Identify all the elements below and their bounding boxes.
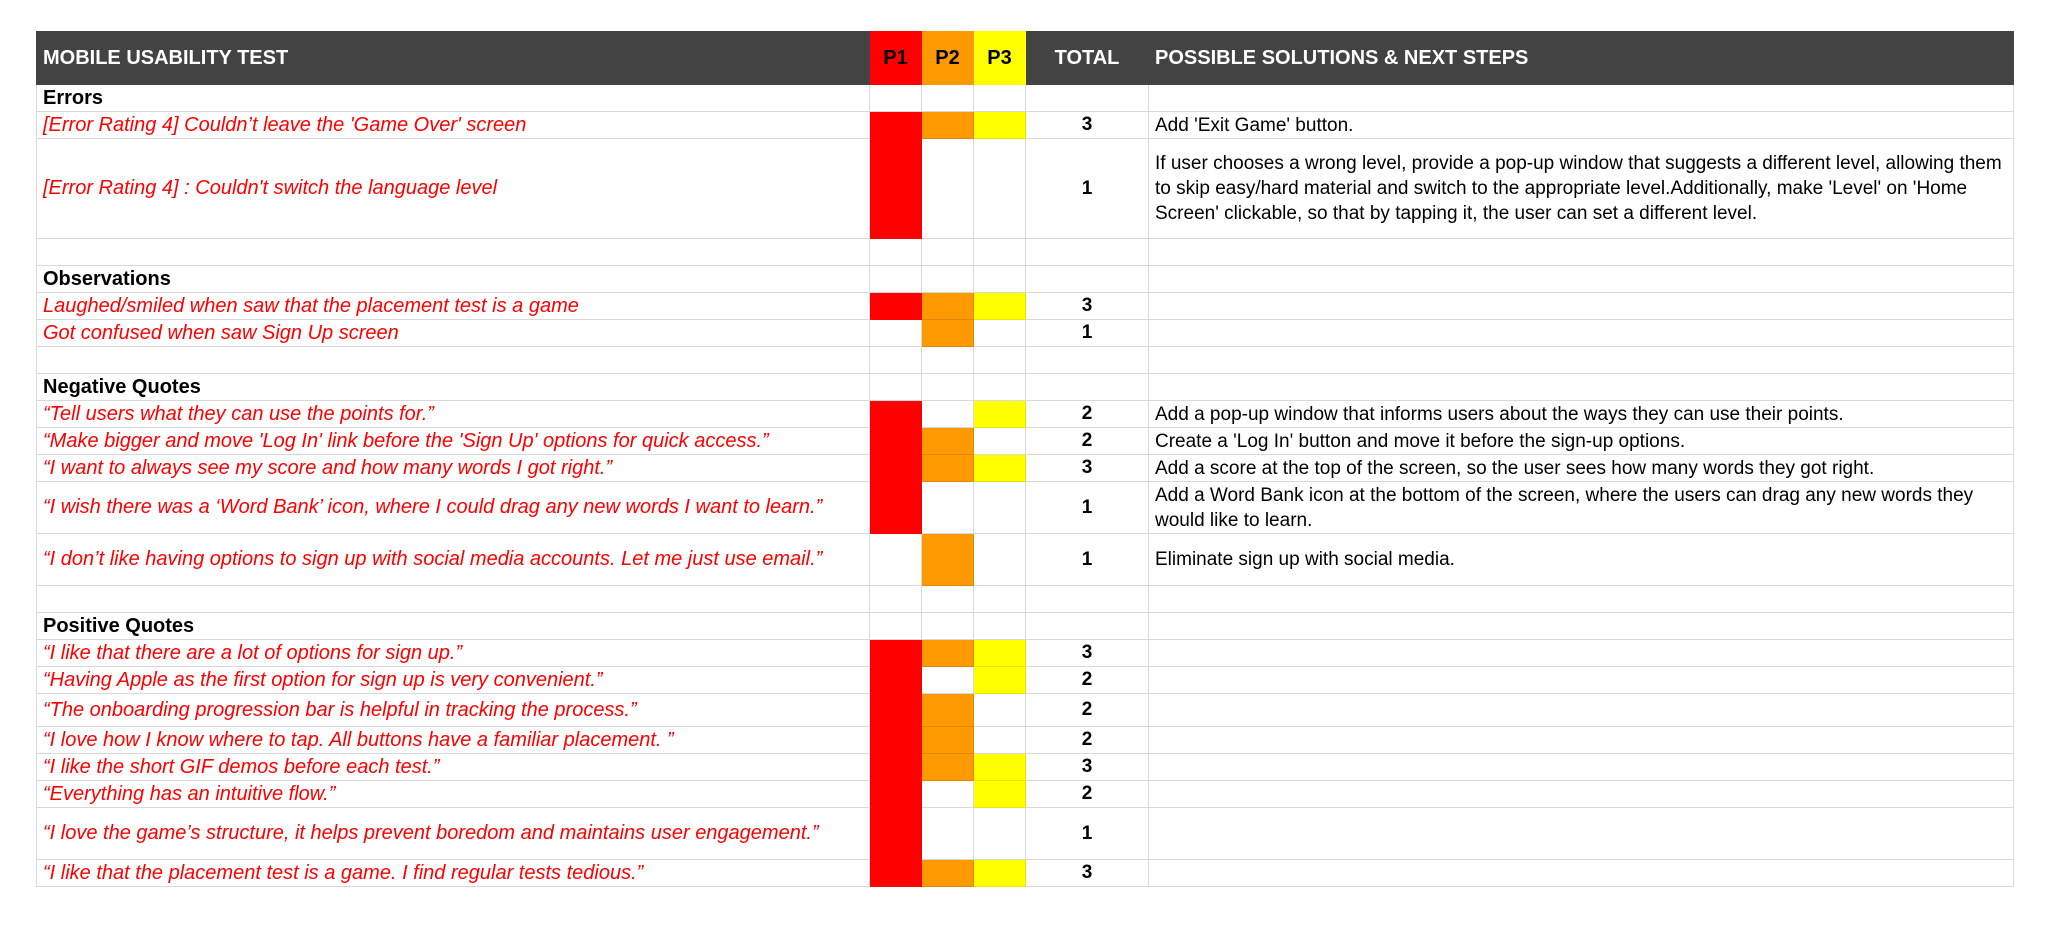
finding-cell[interactable]: “I wish there was a ‘Word Bank’ icon, where I could drag any new words I want to learn.” — [37, 482, 870, 534]
empty-cell[interactable] — [37, 586, 870, 613]
participant-p2-marked[interactable] — [922, 694, 974, 727]
total-cell[interactable]: 2 — [1026, 694, 1149, 727]
finding-cell[interactable]: Laughed/smiled when saw that the placement test is a game — [37, 293, 870, 320]
total-cell[interactable]: 1 — [1026, 808, 1149, 860]
participant-p2-marked[interactable] — [922, 455, 974, 482]
table-row — [37, 112, 2014, 139]
participant-p1-cell[interactable] — [870, 320, 922, 347]
blank-row — [37, 586, 2014, 613]
table-row — [37, 694, 2014, 727]
finding-cell[interactable]: “I like that there are a lot of options for sign up.” — [37, 640, 870, 667]
participant-p2-marked[interactable] — [922, 640, 974, 667]
participant-p1-marked[interactable] — [870, 112, 922, 139]
section-row — [37, 85, 2014, 112]
participant-p2-marked[interactable] — [922, 293, 974, 320]
finding-cell[interactable]: “I love how I know where to tap. All buttons have a familiar placement. ” — [37, 727, 870, 754]
header-p2[interactable]: P2 — [922, 32, 974, 85]
blank-row — [37, 347, 2014, 374]
total-cell[interactable] — [1026, 239, 1149, 266]
participant-p3-cell[interactable] — [974, 482, 1026, 534]
table-row — [37, 293, 2014, 320]
participant-p2-cell[interactable] — [922, 401, 974, 428]
table-row — [37, 401, 2014, 428]
table-row — [37, 640, 2014, 667]
solution-cell[interactable]: Create a 'Log In' button and move it before the sign-up options. — [1149, 428, 2014, 455]
finding-cell[interactable]: [Error Rating 4] Couldn’t leave the 'Game Over' screen — [37, 112, 870, 139]
participant-p2-cell[interactable] — [922, 347, 974, 374]
total-cell[interactable]: 1 — [1026, 482, 1149, 534]
table-row — [37, 455, 2014, 482]
participant-p2-cell[interactable] — [922, 667, 974, 694]
participant-p3-marked[interactable] — [974, 455, 1026, 482]
participant-p3-marked[interactable] — [974, 667, 1026, 694]
participant-p1-marked[interactable] — [870, 727, 922, 754]
participant-p1-marked[interactable] — [870, 808, 922, 860]
participant-p1-marked[interactable] — [870, 293, 922, 320]
participant-p3-marked[interactable] — [974, 640, 1026, 667]
participant-p3-cell[interactable] — [974, 374, 1026, 401]
total-cell[interactable]: 3 — [1026, 640, 1149, 667]
finding-cell[interactable]: “I like that the placement test is a game. I find regular tests tedious.” — [37, 860, 870, 887]
participant-p2-cell[interactable] — [922, 586, 974, 613]
section-row — [37, 613, 2014, 640]
total-cell[interactable]: 2 — [1026, 727, 1149, 754]
header-p1[interactable]: P1 — [870, 32, 922, 85]
participant-p3-marked[interactable] — [974, 293, 1026, 320]
solution-cell[interactable] — [1149, 640, 2014, 667]
table-row — [37, 781, 2014, 808]
solution-cell[interactable]: Add a Word Bank icon at the bottom of the screen, where the users can drag any new words they would like to learn. — [1149, 482, 2014, 534]
blank-row — [37, 239, 2014, 266]
section-heading[interactable]: Positive Quotes — [37, 613, 870, 640]
total-cell[interactable]: 3 — [1026, 860, 1149, 887]
table-row — [37, 808, 2014, 860]
participant-p1-marked[interactable] — [870, 860, 922, 887]
finding-cell[interactable]: [Error Rating 4] : Couldn't switch the language level — [37, 139, 870, 239]
participant-p1-cell[interactable] — [870, 85, 922, 112]
total-cell[interactable]: 2 — [1026, 401, 1149, 428]
participant-p1-cell[interactable] — [870, 347, 922, 374]
total-cell[interactable] — [1026, 586, 1149, 613]
participant-p1-marked[interactable] — [870, 781, 922, 808]
finding-cell[interactable]: “I like the short GIF demos before each test.” — [37, 754, 870, 781]
participant-p3-cell[interactable] — [974, 428, 1026, 455]
solution-cell[interactable]: Eliminate sign up with social media. — [1149, 534, 2014, 586]
solution-cell[interactable] — [1149, 85, 2014, 112]
finding-cell[interactable]: “I don’t like having options to sign up with social media accounts. Let me just use email.” — [37, 534, 870, 586]
participant-p2-marked[interactable] — [922, 754, 974, 781]
participant-p1-marked[interactable] — [870, 482, 922, 534]
table-row — [37, 482, 2014, 534]
participant-p2-cell[interactable] — [922, 482, 974, 534]
solution-cell[interactable] — [1149, 694, 2014, 727]
solution-cell[interactable]: Add a score at the top of the screen, so the user sees how many words they got right. — [1149, 455, 2014, 482]
participant-p3-marked[interactable] — [974, 401, 1026, 428]
table-row — [37, 534, 2014, 586]
section-row — [37, 266, 2014, 293]
finding-cell[interactable]: “I want to always see my score and how many words I got right.” — [37, 455, 870, 482]
solution-cell[interactable] — [1149, 727, 2014, 754]
table-row — [37, 667, 2014, 694]
participant-p3-marked[interactable] — [974, 860, 1026, 887]
participant-p3-cell[interactable] — [974, 266, 1026, 293]
total-cell[interactable]: 3 — [1026, 293, 1149, 320]
participant-p1-cell[interactable] — [870, 266, 922, 293]
solution-cell[interactable] — [1149, 266, 2014, 293]
empty-cell[interactable] — [37, 239, 870, 266]
participant-p3-cell[interactable] — [974, 727, 1026, 754]
participant-p3-cell[interactable] — [974, 694, 1026, 727]
participant-p1-marked[interactable] — [870, 754, 922, 781]
participant-p3-cell[interactable] — [974, 808, 1026, 860]
participant-p1-cell[interactable] — [870, 613, 922, 640]
usability-sheet — [36, 31, 2013, 887]
total-cell[interactable]: 1 — [1026, 139, 1149, 239]
finding-cell[interactable]: “Having Apple as the first option for sign up is very convenient.” — [37, 667, 870, 694]
participant-p2-marked[interactable] — [922, 534, 974, 586]
participant-p2-marked[interactable] — [922, 428, 974, 455]
table-row — [37, 860, 2014, 887]
solution-cell[interactable] — [1149, 374, 2014, 401]
finding-cell[interactable]: “Everything has an intuitive flow.” — [37, 781, 870, 808]
participant-p2-cell[interactable] — [922, 239, 974, 266]
empty-cell[interactable] — [37, 347, 870, 374]
participant-p2-cell[interactable] — [922, 613, 974, 640]
total-cell[interactable]: 2 — [1026, 781, 1149, 808]
participant-p2-marked[interactable] — [922, 727, 974, 754]
solution-cell[interactable] — [1149, 320, 2014, 347]
total-cell[interactable]: 2 — [1026, 667, 1149, 694]
participant-p1-cell[interactable] — [870, 586, 922, 613]
total-cell[interactable] — [1026, 347, 1149, 374]
solution-cell[interactable] — [1149, 808, 2014, 860]
finding-cell[interactable]: Got confused when saw Sign Up screen — [37, 320, 870, 347]
participant-p1-marked[interactable] — [870, 455, 922, 482]
participant-p3-cell[interactable] — [974, 613, 1026, 640]
participant-p1-marked[interactable] — [870, 694, 922, 727]
solution-cell[interactable] — [1149, 667, 2014, 694]
participant-p1-cell[interactable] — [870, 374, 922, 401]
solution-cell[interactable]: Add 'Exit Game' button. — [1149, 112, 2014, 139]
participant-p2-cell[interactable] — [922, 139, 974, 239]
total-cell[interactable] — [1026, 613, 1149, 640]
participant-p2-cell[interactable] — [922, 781, 974, 808]
participant-p2-cell[interactable] — [922, 266, 974, 293]
participant-p3-cell[interactable] — [974, 85, 1026, 112]
total-cell[interactable]: 1 — [1026, 534, 1149, 586]
participant-p3-cell[interactable] — [974, 347, 1026, 374]
participant-p3-cell[interactable] — [974, 239, 1026, 266]
table-row — [37, 139, 2014, 239]
header-title[interactable]: MOBILE USABILITY TEST — [37, 32, 870, 85]
participant-p1-marked[interactable] — [870, 139, 922, 239]
usability-table — [36, 31, 2014, 887]
solution-cell[interactable] — [1149, 586, 2014, 613]
total-cell[interactable] — [1026, 374, 1149, 401]
header-solutions[interactable]: POSSIBLE SOLUTIONS & NEXT STEPS — [1149, 32, 2014, 85]
finding-cell[interactable]: “I love the game’s structure, it helps prevent boredom and maintains user engagement.” — [37, 808, 870, 860]
total-cell[interactable]: 2 — [1026, 428, 1149, 455]
header-total[interactable]: TOTAL — [1026, 32, 1149, 85]
participant-p1-cell[interactable] — [870, 239, 922, 266]
table-row — [37, 320, 2014, 347]
participant-p1-marked[interactable] — [870, 640, 922, 667]
finding-cell[interactable]: “Tell users what they can use the points for.” — [37, 401, 870, 428]
solution-cell[interactable]: Add a pop-up window that informs users about the ways they can use their points. — [1149, 401, 2014, 428]
solution-cell[interactable] — [1149, 781, 2014, 808]
section-heading[interactable]: Errors — [37, 85, 870, 112]
table-body — [37, 85, 2014, 887]
finding-cell[interactable]: “The onboarding progression bar is helpful in tracking the process.” — [37, 694, 870, 727]
participant-p1-cell[interactable] — [870, 534, 922, 586]
participant-p2-marked[interactable] — [922, 320, 974, 347]
solution-cell[interactable] — [1149, 613, 2014, 640]
table-row — [37, 727, 2014, 754]
participant-p3-marked[interactable] — [974, 754, 1026, 781]
finding-cell[interactable]: “Make bigger and move 'Log In' link before the 'Sign Up' options for quick access.” — [37, 428, 870, 455]
section-heading[interactable]: Negative Quotes — [37, 374, 870, 401]
total-cell[interactable] — [1026, 85, 1149, 112]
solution-cell[interactable] — [1149, 293, 2014, 320]
solution-cell[interactable] — [1149, 860, 2014, 887]
solution-cell[interactable] — [1149, 347, 2014, 374]
participant-p3-cell[interactable] — [974, 586, 1026, 613]
total-cell[interactable] — [1026, 266, 1149, 293]
participant-p3-marked[interactable] — [974, 781, 1026, 808]
participant-p3-marked[interactable] — [974, 112, 1026, 139]
participant-p2-cell[interactable] — [922, 374, 974, 401]
participant-p3-cell[interactable] — [974, 139, 1026, 239]
participant-p1-marked[interactable] — [870, 401, 922, 428]
solution-cell[interactable] — [1149, 754, 2014, 781]
header-p3[interactable]: P3 — [974, 32, 1026, 85]
solution-cell[interactable] — [1149, 239, 2014, 266]
total-cell[interactable]: 1 — [1026, 320, 1149, 347]
section-row — [37, 374, 2014, 401]
participant-p1-marked[interactable] — [870, 667, 922, 694]
table-row — [37, 754, 2014, 781]
participant-p2-cell[interactable] — [922, 85, 974, 112]
participant-p3-cell[interactable] — [974, 320, 1026, 347]
table-row — [37, 428, 2014, 455]
participant-p2-cell[interactable] — [922, 808, 974, 860]
header-row — [37, 32, 2014, 85]
section-heading[interactable]: Observations — [37, 266, 870, 293]
total-cell[interactable]: 3 — [1026, 754, 1149, 781]
participant-p2-marked[interactable] — [922, 860, 974, 887]
participant-p3-cell[interactable] — [974, 534, 1026, 586]
participant-p2-marked[interactable] — [922, 112, 974, 139]
total-cell[interactable]: 3 — [1026, 112, 1149, 139]
participant-p1-marked[interactable] — [870, 428, 922, 455]
total-cell[interactable]: 3 — [1026, 455, 1149, 482]
solution-cell[interactable]: If user chooses a wrong level, provide a pop-up window that suggests a different level, allowing them to skip easy/hard material and switch to the appropriate level.Additionally, make 'Level' on 'Home Screen' clickable, so that by tapping it, the user can set a different level. — [1149, 139, 2014, 239]
